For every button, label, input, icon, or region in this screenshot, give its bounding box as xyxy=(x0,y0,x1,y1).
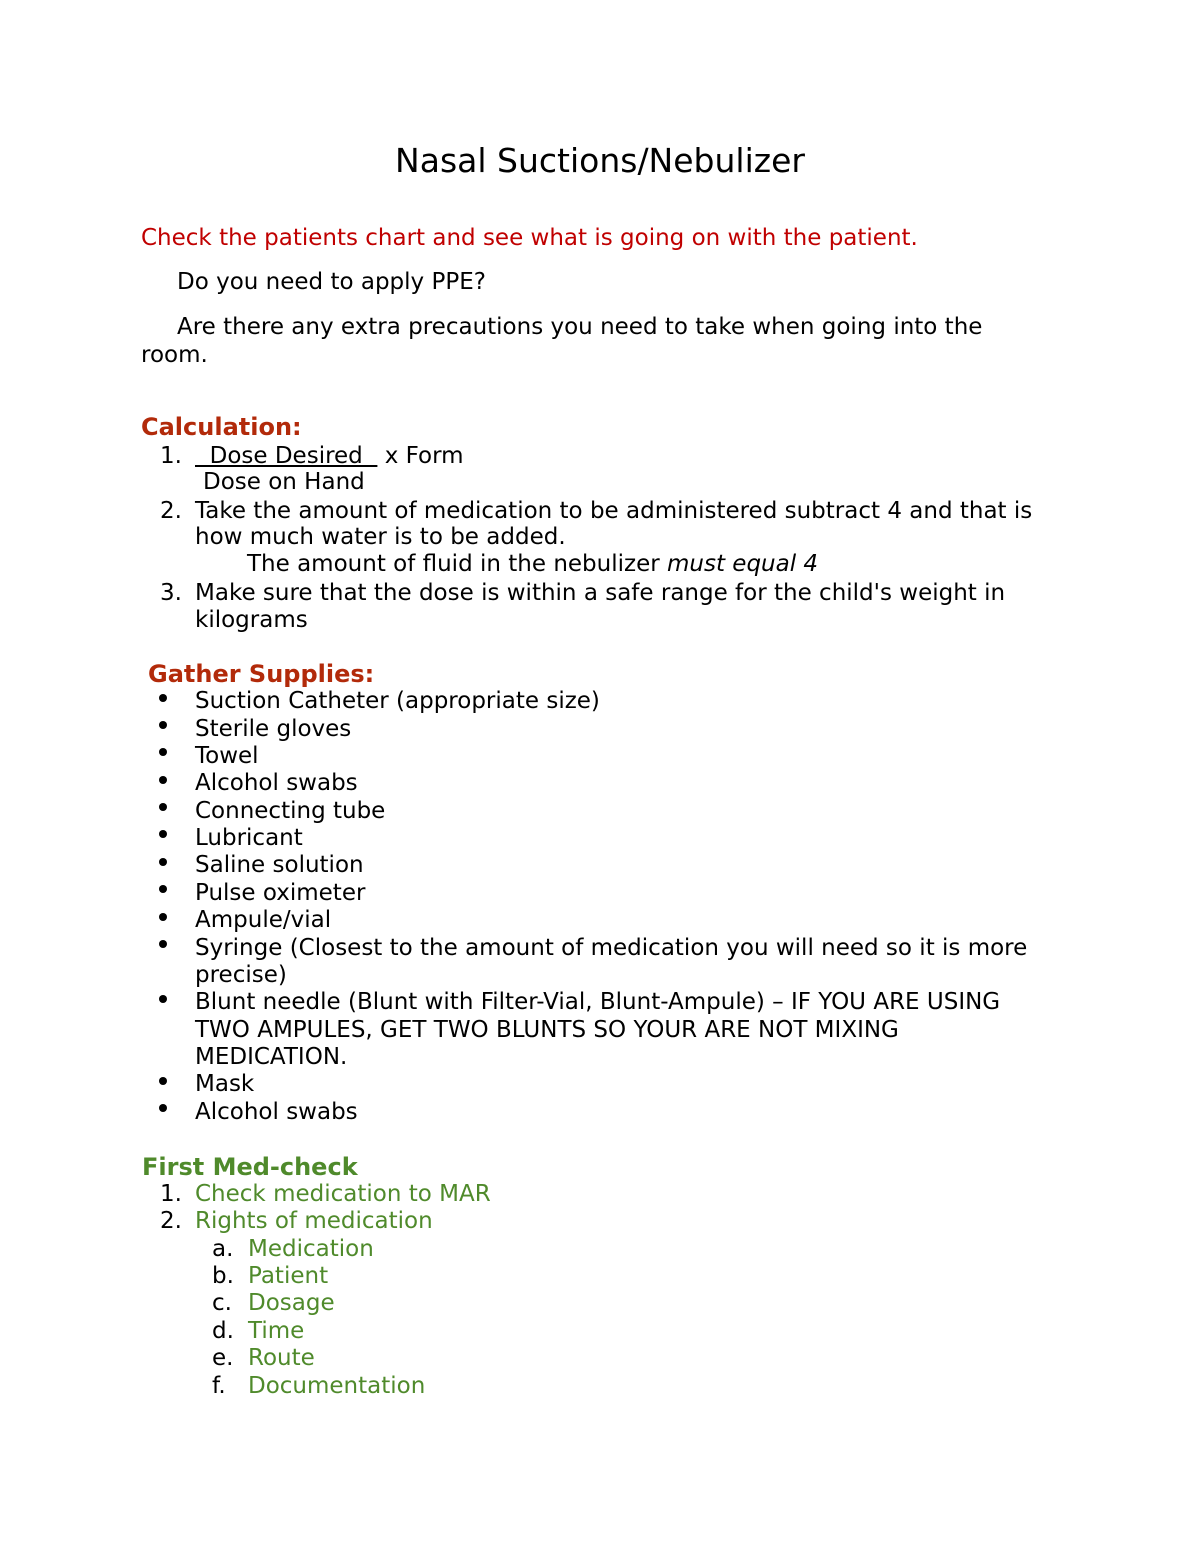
bullet xyxy=(159,830,167,838)
right-of-medication: Route xyxy=(248,1345,315,1371)
safe-range-line-2: kilograms xyxy=(195,607,308,633)
list-letter: d. xyxy=(212,1318,234,1344)
bullet xyxy=(159,776,167,784)
supply-item-continued: MEDICATION. xyxy=(195,1044,348,1070)
supply-item: Alcohol swabs xyxy=(195,1099,358,1125)
calculation-heading: Calculation: xyxy=(141,413,302,441)
supply-item: Alcohol swabs xyxy=(195,770,358,796)
supplies-heading: Gather Supplies: xyxy=(148,660,375,688)
supply-item: Syringe (Closest to the amount of medication you will need so it is more xyxy=(195,935,1028,961)
fluid-note-text: The amount of fluid in the nebulizer xyxy=(247,551,667,577)
list-letter: e. xyxy=(212,1345,234,1371)
formula-numerator xyxy=(195,442,464,470)
bullet xyxy=(159,721,167,729)
supply-item: Saline solution xyxy=(195,852,364,878)
bullet xyxy=(159,995,167,1003)
water-instruction-line-2: how much water is to be added. xyxy=(195,524,566,550)
bullet xyxy=(159,748,167,756)
form-multiplier: x Form xyxy=(384,443,464,469)
supply-item: Towel xyxy=(195,743,259,769)
supply-item-continued: TWO AMPULES, GET TWO BLUNTS SO YOUR ARE NOT MIXING xyxy=(195,1017,899,1043)
bullet xyxy=(159,913,167,921)
list-number: 1. xyxy=(160,443,182,469)
bullet xyxy=(159,694,167,702)
list-number: 1. xyxy=(160,1181,182,1207)
supply-item: Mask xyxy=(195,1071,255,1097)
right-of-medication: Medication xyxy=(248,1236,374,1262)
fluid-note-emphasis: must equal 4 xyxy=(667,551,819,577)
right-of-medication: Documentation xyxy=(248,1373,426,1399)
med-check-item: Check medication to MAR xyxy=(195,1181,491,1207)
med-check-item: Rights of medication xyxy=(195,1208,433,1234)
list-letter: c. xyxy=(212,1290,232,1316)
right-of-medication: Time xyxy=(248,1318,305,1344)
list-letter: b. xyxy=(212,1263,234,1289)
right-of-medication: Dosage xyxy=(248,1290,335,1316)
chart-instruction: Check the patients chart and see what is going on with the patient. xyxy=(141,225,918,251)
list-number: 2. xyxy=(160,498,182,524)
supply-item: Connecting tube xyxy=(195,798,386,824)
bullet xyxy=(159,1104,167,1112)
formula-denominator: Dose on Hand xyxy=(203,469,365,495)
bullet xyxy=(159,858,167,866)
page-title: Nasal Suctions/Nebulizer xyxy=(395,141,805,180)
water-instruction-line-1: Take the amount of medication to be administered subtract 4 and that is xyxy=(195,498,1033,524)
supply-item: Lubricant xyxy=(195,825,303,851)
bullet xyxy=(159,1077,167,1085)
supply-item-continued: precise) xyxy=(195,962,287,988)
safe-range-line-1: Make sure that the dose is within a safe range for the child's weight in xyxy=(195,580,1006,606)
precautions-line-1: Are there any extra precautions you need to take when going into the xyxy=(177,314,983,340)
supply-item: Sterile gloves xyxy=(195,716,352,742)
supply-item: Suction Catheter (appropriate size) xyxy=(195,688,600,714)
bullet xyxy=(159,803,167,811)
bullet xyxy=(159,885,167,893)
ppe-question: Do you need to apply PPE? xyxy=(177,269,486,295)
med-check-heading: First Med-check xyxy=(142,1153,358,1181)
list-letter: a. xyxy=(212,1236,234,1262)
nebulizer-fluid-note xyxy=(247,550,818,578)
list-number: 2. xyxy=(160,1208,182,1234)
supply-item: Ampule/vial xyxy=(195,907,332,933)
precautions-line-2: room. xyxy=(141,342,208,368)
list-number: 3. xyxy=(160,580,182,606)
supply-item: Pulse oximeter xyxy=(195,880,366,906)
dose-desired: Dose Desired xyxy=(195,443,378,469)
list-letter: f. xyxy=(212,1373,226,1399)
bullet xyxy=(159,940,167,948)
right-of-medication: Patient xyxy=(248,1263,329,1289)
supply-item: Blunt needle (Blunt with Filter-Vial, Blunt-Ampule) – IF YOU ARE USING xyxy=(195,989,1001,1015)
